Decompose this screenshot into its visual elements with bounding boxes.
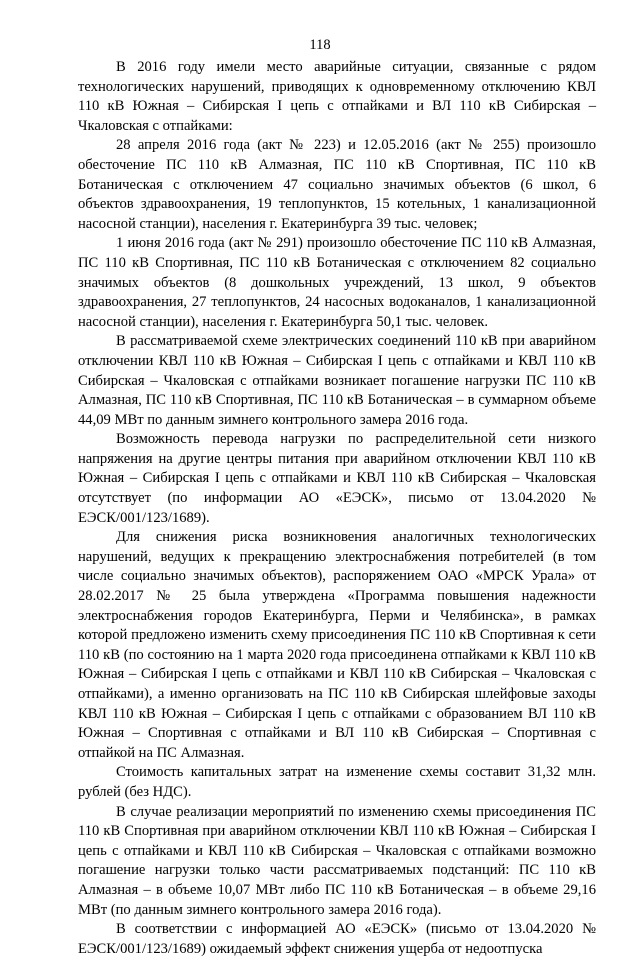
page-number: 118: [309, 37, 331, 53]
paragraph-incident-april-may: 28 апреля 2016 года (акт № 223) и 12.05.2016 (акт № 255) произошло обесточение ПС 110 кВ Алмазная, ПС 110 кВ Спортивная, ПС 110 кВ Ботаническая с отключением 47 социально значимых объектов (6 школ, 6 объектов здравоохранения, 19 теплопунктов, 15 котельных, 1 канализационной насосной станции), населения г. Екатеринбурга 39 тыс. человек;: [78, 137, 596, 232]
paragraph-load-transfer: Возможность перевода нагрузки по распределительной сети низкого напряжения на другие центры питания при аварийном отключении КВЛ 110 кВ Южная – Сибирская I цепь с отпайками и КВЛ 110 кВ Сибирская – Чкаловская отсутствует (по информации АО «ЕЭСК», письмо от 13.04.2020 № ЕЭСК/001/123/1689).: [78, 431, 596, 526]
paragraph-reliability-program: Для снижения риска возникновения аналогичных технологических нарушений, ведущих к прекращению электроснабжения потребителей (в том числе социально значимых объектов), распоряжением ОАО «МРСК Урала» от 28.02.2017 № 25 была утверждена «Программа повышения надежности электроснабжения городов Екатеринбурга, Перми и Челябинска», в рамках которой предложено изменить схему присоединения ПС 110 кВ Спортивная к сети 110 кВ (по состоянию на 1 марта 2020 года присоединена отпайками к КВЛ 110 кВ Южная – Сибирская I цепь с отпайками и КВЛ 110 кВ Сибирская – Чкаловская с отпайками), а именно организовать на ПС 110 кВ Сибирская шлейфовые заходы КВЛ 110 кВ Южная – Сибирская I цепь с отпайками с образованием ВЛ 110 кВ Южная – Спортивная с отпайками и ВЛ 110 кВ Сибирская – Спортивная с отпайкой на ПС Алмазная.: [78, 529, 596, 761]
paragraph-scheme-change-effect: В случае реализации мероприятий по изменению схемы присоединения ПС 110 кВ Спортивная при аварийном отключении КВЛ 110 кВ Южная – Сибирская I цепь с отпайками и КВЛ 110 кВ Сибирская – Чкаловская с отпайками возможно погашение нагрузки только части рассматриваемых подстанций: ПС 110 кВ Алмазная – в объеме 10,07 МВт либо ПС 110 кВ Ботаническая – в объеме 29,16 МВт (по данным зимнего контрольного замера 2016 года).: [78, 803, 596, 918]
paragraph-capital-cost: Стоимость капитальных затрат на изменение схемы составит 31,32 млн. рублей (без НДС).: [78, 764, 596, 800]
paragraph-emergency-2016: В 2016 году имели место аварийные ситуации, связанные с рядом технологических нарушений, приводящих к одновременному отключению КВЛ 110 кВ Южная – Сибирская I цепь с отпайками и ВЛ 110 кВ Сибирская – Чкаловская с отпайками:: [78, 59, 596, 134]
paragraph-incident-june: 1 июня 2016 года (акт № 291) произошло обесточение ПС 110 кВ Алмазная, ПС 110 кВ Спортивная, ПС 110 кВ Ботаническая с отключением 82 социально значимых объектов (8 дошкольных учреждений, 13 школ, 9 объектов здравоохранения, 27 теплопунктов, 24 насосных водоканалов, 1 канализационной насосной станции), населения г. Екатеринбурга 50,1 тыс. человек.: [78, 235, 596, 330]
paragraph-damage-reduction: В соответствии с информацией АО «ЕЭСК» (письмо от 13.04.2020 № ЕЭСК/001/123/1689) ожидаемый эффект снижения ущерба от недоотпуска: [78, 921, 596, 957]
body-text: [78, 58, 596, 959]
paragraph-load-loss: В рассматриваемой схеме электрических соединений 110 кВ при аварийном отключении КВЛ 110 кВ Южная – Сибирская I цепь с отпайками и КВЛ 110 кВ Сибирская – Чкаловская с отпайками возникает погашение нагрузки ПС 110 кВ Алмазная, ПС 110 кВ Спортивная, ПС 110 кВ Ботаническая – в суммарном объеме 44,09 МВт по данным зимнего контрольного замера 2016 года.: [78, 333, 596, 428]
